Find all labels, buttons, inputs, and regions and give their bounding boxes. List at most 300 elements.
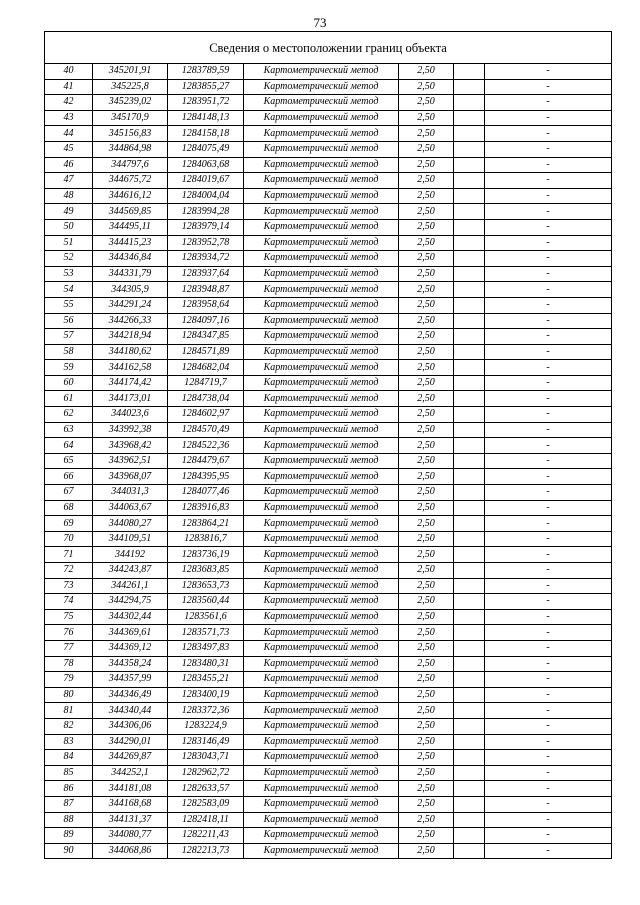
y-coordinate-cell: 1282633,57 xyxy=(168,781,244,797)
empty-cell xyxy=(454,391,485,407)
point-number-cell: 78 xyxy=(45,656,93,672)
point-number-cell: 83 xyxy=(45,734,93,750)
empty-cell xyxy=(454,640,485,656)
method-cell: Картометрический метод xyxy=(244,765,399,781)
precision-cell: 2,50 xyxy=(399,453,454,469)
precision-cell: 2,50 xyxy=(399,266,454,282)
description-cell: - xyxy=(485,110,612,126)
precision-cell: 2,50 xyxy=(399,485,454,501)
table-row xyxy=(45,609,612,625)
description-cell: - xyxy=(485,687,612,703)
precision-cell: 2,50 xyxy=(399,594,454,610)
x-coordinate-cell: 344261,1 xyxy=(93,578,168,594)
empty-cell xyxy=(454,578,485,594)
point-number-cell: 45 xyxy=(45,141,93,157)
precision-cell: 2,50 xyxy=(399,828,454,844)
precision-cell: 2,50 xyxy=(399,282,454,298)
method-cell: Картометрический метод xyxy=(244,687,399,703)
description-cell: - xyxy=(485,95,612,111)
y-coordinate-cell: 1284075,49 xyxy=(168,141,244,157)
description-cell: - xyxy=(485,360,612,376)
empty-cell xyxy=(454,765,485,781)
description-cell: - xyxy=(485,703,612,719)
method-cell: Картометрический метод xyxy=(244,640,399,656)
empty-cell xyxy=(454,563,485,579)
description-cell: - xyxy=(485,219,612,235)
method-cell: Картометрический метод xyxy=(244,718,399,734)
y-coordinate-cell: 1284063,68 xyxy=(168,157,244,173)
method-cell: Картометрический метод xyxy=(244,843,399,859)
precision-cell: 2,50 xyxy=(399,235,454,251)
description-cell: - xyxy=(485,500,612,516)
table-row xyxy=(45,266,612,282)
method-cell: Картометрический метод xyxy=(244,547,399,563)
precision-cell: 2,50 xyxy=(399,173,454,189)
table-row xyxy=(45,235,612,251)
point-number-cell: 82 xyxy=(45,718,93,734)
precision-cell: 2,50 xyxy=(399,687,454,703)
table-header-row xyxy=(45,32,612,64)
y-coordinate-cell: 1283855,27 xyxy=(168,79,244,95)
empty-cell xyxy=(454,173,485,189)
y-coordinate-cell: 1283916,83 xyxy=(168,500,244,516)
table-row xyxy=(45,79,612,95)
method-cell: Картометрический метод xyxy=(244,141,399,157)
y-coordinate-cell: 1284682,04 xyxy=(168,360,244,376)
x-coordinate-cell: 344181,08 xyxy=(93,781,168,797)
empty-cell xyxy=(454,547,485,563)
table-row xyxy=(45,718,612,734)
precision-cell: 2,50 xyxy=(399,391,454,407)
description-cell: - xyxy=(485,531,612,547)
point-number-cell: 61 xyxy=(45,391,93,407)
description-cell: - xyxy=(485,438,612,454)
empty-cell xyxy=(454,781,485,797)
point-number-cell: 59 xyxy=(45,360,93,376)
y-coordinate-cell: 1283372,36 xyxy=(168,703,244,719)
empty-cell xyxy=(454,453,485,469)
x-coordinate-cell: 345225,8 xyxy=(93,79,168,95)
table-row xyxy=(45,703,612,719)
table-row xyxy=(45,407,612,423)
point-number-cell: 64 xyxy=(45,438,93,454)
y-coordinate-cell: 1283400,19 xyxy=(168,687,244,703)
empty-cell xyxy=(454,485,485,501)
point-number-cell: 51 xyxy=(45,235,93,251)
empty-cell xyxy=(454,625,485,641)
point-number-cell: 87 xyxy=(45,796,93,812)
table-row xyxy=(45,375,612,391)
point-number-cell: 81 xyxy=(45,703,93,719)
description-cell: - xyxy=(485,375,612,391)
x-coordinate-cell: 344340,44 xyxy=(93,703,168,719)
empty-cell xyxy=(454,703,485,719)
empty-cell xyxy=(454,734,485,750)
table-row xyxy=(45,344,612,360)
description-cell: - xyxy=(485,547,612,563)
description-cell: - xyxy=(485,313,612,329)
x-coordinate-cell: 344797,6 xyxy=(93,157,168,173)
x-coordinate-cell: 344168,68 xyxy=(93,796,168,812)
x-coordinate-cell: 344291,24 xyxy=(93,297,168,313)
method-cell: Картометрический метод xyxy=(244,282,399,298)
table-row xyxy=(45,687,612,703)
x-coordinate-cell: 344358,24 xyxy=(93,656,168,672)
y-coordinate-cell: 1284479,67 xyxy=(168,453,244,469)
empty-cell xyxy=(454,438,485,454)
precision-cell: 2,50 xyxy=(399,750,454,766)
description-cell: - xyxy=(485,266,612,282)
x-coordinate-cell: 344162,58 xyxy=(93,360,168,376)
x-coordinate-cell: 344218,94 xyxy=(93,329,168,345)
y-coordinate-cell: 1283948,87 xyxy=(168,282,244,298)
empty-cell xyxy=(454,594,485,610)
x-coordinate-cell: 344031,3 xyxy=(93,485,168,501)
description-cell: - xyxy=(485,422,612,438)
y-coordinate-cell: 1283958,64 xyxy=(168,297,244,313)
point-number-cell: 70 xyxy=(45,531,93,547)
method-cell: Картометрический метод xyxy=(244,828,399,844)
precision-cell: 2,50 xyxy=(399,843,454,859)
method-cell: Картометрический метод xyxy=(244,563,399,579)
empty-cell xyxy=(454,828,485,844)
x-coordinate-cell: 344290,01 xyxy=(93,734,168,750)
method-cell: Картометрический метод xyxy=(244,251,399,267)
y-coordinate-cell: 1283146,49 xyxy=(168,734,244,750)
x-coordinate-cell: 345156,83 xyxy=(93,126,168,142)
precision-cell: 2,50 xyxy=(399,329,454,345)
table-row xyxy=(45,500,612,516)
precision-cell: 2,50 xyxy=(399,500,454,516)
point-number-cell: 52 xyxy=(45,251,93,267)
description-cell: - xyxy=(485,79,612,95)
empty-cell xyxy=(454,329,485,345)
precision-cell: 2,50 xyxy=(399,422,454,438)
point-number-cell: 56 xyxy=(45,313,93,329)
x-coordinate-cell: 344080,27 xyxy=(93,516,168,532)
table-row xyxy=(45,640,612,656)
point-number-cell: 86 xyxy=(45,781,93,797)
table-row xyxy=(45,594,612,610)
x-coordinate-cell: 344306,06 xyxy=(93,718,168,734)
y-coordinate-cell: 1284570,49 xyxy=(168,422,244,438)
method-cell: Картометрический метод xyxy=(244,796,399,812)
table-row xyxy=(45,188,612,204)
description-cell: - xyxy=(485,391,612,407)
precision-cell: 2,50 xyxy=(399,297,454,313)
precision-cell: 2,50 xyxy=(399,469,454,485)
precision-cell: 2,50 xyxy=(399,251,454,267)
table-row xyxy=(45,360,612,376)
precision-cell: 2,50 xyxy=(399,313,454,329)
y-coordinate-cell: 1284602,97 xyxy=(168,407,244,423)
method-cell: Картометрический метод xyxy=(244,750,399,766)
method-cell: Картометрический метод xyxy=(244,219,399,235)
y-coordinate-cell: 1284158,18 xyxy=(168,126,244,142)
table-row xyxy=(45,656,612,672)
precision-cell: 2,50 xyxy=(399,95,454,111)
description-cell: - xyxy=(485,173,612,189)
method-cell: Картометрический метод xyxy=(244,578,399,594)
point-number-cell: 88 xyxy=(45,812,93,828)
description-cell: - xyxy=(485,781,612,797)
empty-cell xyxy=(454,687,485,703)
precision-cell: 2,50 xyxy=(399,656,454,672)
precision-cell: 2,50 xyxy=(399,204,454,220)
empty-cell xyxy=(454,79,485,95)
y-coordinate-cell: 1284148,13 xyxy=(168,110,244,126)
x-coordinate-cell: 344294,75 xyxy=(93,594,168,610)
table-row xyxy=(45,313,612,329)
x-coordinate-cell: 344369,61 xyxy=(93,625,168,641)
point-number-cell: 66 xyxy=(45,469,93,485)
precision-cell: 2,50 xyxy=(399,547,454,563)
point-number-cell: 60 xyxy=(45,375,93,391)
point-number-cell: 57 xyxy=(45,329,93,345)
precision-cell: 2,50 xyxy=(399,812,454,828)
description-cell: - xyxy=(485,563,612,579)
description-cell: - xyxy=(485,235,612,251)
x-coordinate-cell: 344357,99 xyxy=(93,672,168,688)
method-cell: Картометрический метод xyxy=(244,329,399,345)
y-coordinate-cell: 1284004,04 xyxy=(168,188,244,204)
description-cell: - xyxy=(485,625,612,641)
description-cell: - xyxy=(485,594,612,610)
empty-cell xyxy=(454,672,485,688)
point-number-cell: 74 xyxy=(45,594,93,610)
description-cell: - xyxy=(485,734,612,750)
precision-cell: 2,50 xyxy=(399,796,454,812)
point-number-cell: 49 xyxy=(45,204,93,220)
empty-cell xyxy=(454,157,485,173)
table-row xyxy=(45,531,612,547)
y-coordinate-cell: 1283480,31 xyxy=(168,656,244,672)
page-number: 73 xyxy=(313,15,327,30)
table-row xyxy=(45,547,612,563)
table-row xyxy=(45,251,612,267)
y-coordinate-cell: 1283934,72 xyxy=(168,251,244,267)
y-coordinate-cell: 1284522,36 xyxy=(168,438,244,454)
y-coordinate-cell: 1283497,83 xyxy=(168,640,244,656)
precision-cell: 2,50 xyxy=(399,126,454,142)
description-cell: - xyxy=(485,765,612,781)
point-number-cell: 41 xyxy=(45,79,93,95)
y-coordinate-cell: 1283571,73 xyxy=(168,625,244,641)
precision-cell: 2,50 xyxy=(399,703,454,719)
method-cell: Картометрический метод xyxy=(244,734,399,750)
point-number-cell: 48 xyxy=(45,188,93,204)
method-cell: Картометрический метод xyxy=(244,266,399,282)
precision-cell: 2,50 xyxy=(399,344,454,360)
table-row xyxy=(45,126,612,142)
method-cell: Картометрический метод xyxy=(244,407,399,423)
empty-cell xyxy=(454,407,485,423)
y-coordinate-cell: 1283560,44 xyxy=(168,594,244,610)
y-coordinate-cell: 1283683,85 xyxy=(168,563,244,579)
empty-cell xyxy=(454,656,485,672)
table-row xyxy=(45,843,612,859)
precision-cell: 2,50 xyxy=(399,531,454,547)
description-cell: - xyxy=(485,672,612,688)
empty-cell xyxy=(454,500,485,516)
empty-cell xyxy=(454,282,485,298)
y-coordinate-cell: 1283043,71 xyxy=(168,750,244,766)
precision-cell: 2,50 xyxy=(399,640,454,656)
description-cell: - xyxy=(485,843,612,859)
table-row xyxy=(45,578,612,594)
x-coordinate-cell: 344131,37 xyxy=(93,812,168,828)
table-row xyxy=(45,157,612,173)
x-coordinate-cell: 344180,62 xyxy=(93,344,168,360)
method-cell: Картометрический метод xyxy=(244,79,399,95)
x-coordinate-cell: 344173,01 xyxy=(93,391,168,407)
x-coordinate-cell: 344305,9 xyxy=(93,282,168,298)
point-number-cell: 77 xyxy=(45,640,93,656)
y-coordinate-cell: 1283653,73 xyxy=(168,578,244,594)
description-cell: - xyxy=(485,828,612,844)
precision-cell: 2,50 xyxy=(399,718,454,734)
point-number-cell: 76 xyxy=(45,625,93,641)
method-cell: Картометрический метод xyxy=(244,157,399,173)
x-coordinate-cell: 344266,33 xyxy=(93,313,168,329)
point-number-cell: 47 xyxy=(45,173,93,189)
point-number-cell: 85 xyxy=(45,765,93,781)
x-coordinate-cell: 344864,98 xyxy=(93,141,168,157)
description-cell: - xyxy=(485,407,612,423)
x-coordinate-cell: 344174,42 xyxy=(93,375,168,391)
method-cell: Картометрический метод xyxy=(244,485,399,501)
table-row xyxy=(45,329,612,345)
precision-cell: 2,50 xyxy=(399,672,454,688)
x-coordinate-cell: 344068,86 xyxy=(93,843,168,859)
y-coordinate-cell: 1283937,64 xyxy=(168,266,244,282)
method-cell: Картометрический метод xyxy=(244,781,399,797)
description-cell: - xyxy=(485,640,612,656)
x-coordinate-cell: 344063,67 xyxy=(93,500,168,516)
description-cell: - xyxy=(485,126,612,142)
description-cell: - xyxy=(485,812,612,828)
point-number-cell: 44 xyxy=(45,126,93,142)
x-coordinate-cell: 344346,84 xyxy=(93,251,168,267)
precision-cell: 2,50 xyxy=(399,360,454,376)
precision-cell: 2,50 xyxy=(399,407,454,423)
description-cell: - xyxy=(485,718,612,734)
method-cell: Картометрический метод xyxy=(244,703,399,719)
x-coordinate-cell: 344415,23 xyxy=(93,235,168,251)
description-cell: - xyxy=(485,297,612,313)
y-coordinate-cell: 1282583,09 xyxy=(168,796,244,812)
point-number-cell: 89 xyxy=(45,828,93,844)
table-row xyxy=(45,64,612,80)
precision-cell: 2,50 xyxy=(399,563,454,579)
table-row xyxy=(45,219,612,235)
empty-cell xyxy=(454,188,485,204)
empty-cell xyxy=(454,516,485,532)
description-cell: - xyxy=(485,796,612,812)
empty-cell xyxy=(454,141,485,157)
empty-cell xyxy=(454,469,485,485)
table-row xyxy=(45,469,612,485)
point-number-cell: 69 xyxy=(45,516,93,532)
description-cell: - xyxy=(485,282,612,298)
x-coordinate-cell: 344346,49 xyxy=(93,687,168,703)
description-cell: - xyxy=(485,188,612,204)
x-coordinate-cell: 344243,87 xyxy=(93,563,168,579)
y-coordinate-cell: 1284395,95 xyxy=(168,469,244,485)
method-cell: Картометрический метод xyxy=(244,391,399,407)
table-row xyxy=(45,141,612,157)
x-coordinate-cell: 344302,44 xyxy=(93,609,168,625)
method-cell: Картометрический метод xyxy=(244,438,399,454)
point-number-cell: 55 xyxy=(45,297,93,313)
empty-cell xyxy=(454,718,485,734)
y-coordinate-cell: 1284719,7 xyxy=(168,375,244,391)
table-row xyxy=(45,438,612,454)
x-coordinate-cell: 344252,1 xyxy=(93,765,168,781)
table-row xyxy=(45,453,612,469)
description-cell: - xyxy=(485,344,612,360)
y-coordinate-cell: 1284019,67 xyxy=(168,173,244,189)
x-coordinate-cell: 344192 xyxy=(93,547,168,563)
method-cell: Картометрический метод xyxy=(244,453,399,469)
description-cell: - xyxy=(485,469,612,485)
method-cell: Картометрический метод xyxy=(244,110,399,126)
precision-cell: 2,50 xyxy=(399,609,454,625)
table-row xyxy=(45,672,612,688)
empty-cell xyxy=(454,750,485,766)
y-coordinate-cell: 1283455,21 xyxy=(168,672,244,688)
method-cell: Картометрический метод xyxy=(244,173,399,189)
x-coordinate-cell: 344495,11 xyxy=(93,219,168,235)
x-coordinate-cell: 344023,6 xyxy=(93,407,168,423)
point-number-cell: 40 xyxy=(45,64,93,80)
description-cell: - xyxy=(485,516,612,532)
description-cell: - xyxy=(485,141,612,157)
y-coordinate-cell: 1283994,28 xyxy=(168,204,244,220)
x-coordinate-cell: 344569,85 xyxy=(93,204,168,220)
x-coordinate-cell: 345170,9 xyxy=(93,110,168,126)
description-cell: - xyxy=(485,750,612,766)
point-number-cell: 63 xyxy=(45,422,93,438)
table-row xyxy=(45,563,612,579)
table-row xyxy=(45,828,612,844)
y-coordinate-cell: 1283561,6 xyxy=(168,609,244,625)
empty-cell xyxy=(454,812,485,828)
x-coordinate-cell: 344369,12 xyxy=(93,640,168,656)
x-coordinate-cell: 343992,38 xyxy=(93,422,168,438)
method-cell: Картометрический метод xyxy=(244,500,399,516)
precision-cell: 2,50 xyxy=(399,79,454,95)
y-coordinate-cell: 1284097,16 xyxy=(168,313,244,329)
point-number-cell: 54 xyxy=(45,282,93,298)
y-coordinate-cell: 1284077,46 xyxy=(168,485,244,501)
precision-cell: 2,50 xyxy=(399,157,454,173)
empty-cell xyxy=(454,609,485,625)
y-coordinate-cell: 1282962,72 xyxy=(168,765,244,781)
precision-cell: 2,50 xyxy=(399,219,454,235)
empty-cell xyxy=(454,360,485,376)
table-row xyxy=(45,796,612,812)
precision-cell: 2,50 xyxy=(399,110,454,126)
description-cell: - xyxy=(485,453,612,469)
y-coordinate-cell: 1283789,59 xyxy=(168,64,244,80)
method-cell: Картометрический метод xyxy=(244,126,399,142)
point-number-cell: 62 xyxy=(45,407,93,423)
y-coordinate-cell: 1282211,43 xyxy=(168,828,244,844)
table-row xyxy=(45,95,612,111)
method-cell: Картометрический метод xyxy=(244,422,399,438)
table-row xyxy=(45,625,612,641)
